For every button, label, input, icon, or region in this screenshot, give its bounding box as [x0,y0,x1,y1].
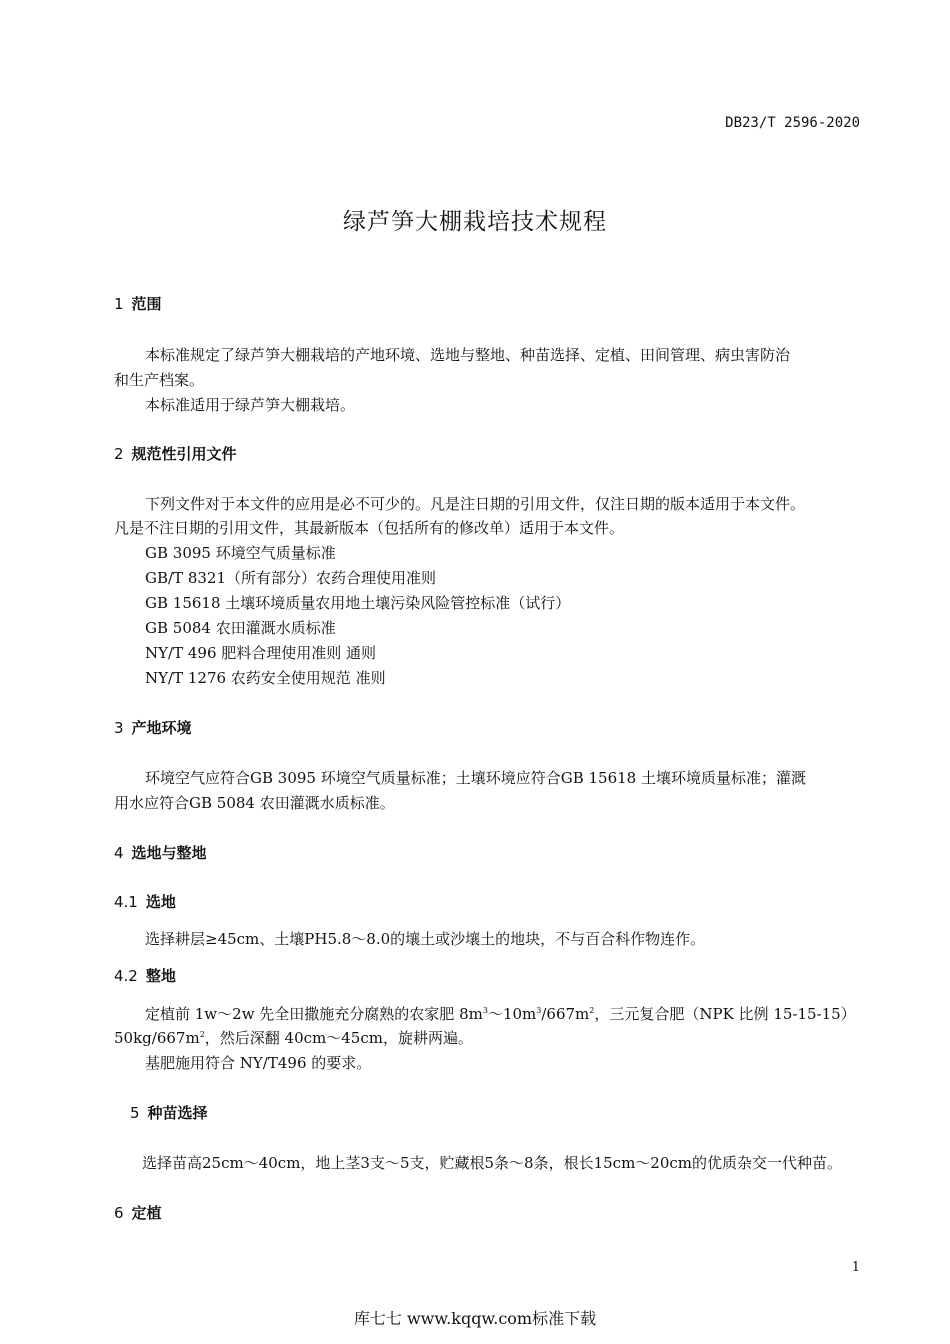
text-fragment: ～10m [487,1005,537,1023]
section-number: 4 [114,844,124,862]
section-title: 种苗选择 [147,1104,208,1122]
references-intro-line-2: 凡是不注日期的引用文件，其最新版本（包括所有的修改单）适用于本文件。 [114,519,625,537]
section-4-2-heading [114,965,176,986]
page-number: 1 [851,1260,860,1275]
section-number: 6 [114,1204,124,1222]
standard-code: DB23/T 2596-2020 [725,115,860,131]
section-title: 选地 [145,893,176,911]
section-6-heading [114,1202,162,1223]
site-selection-text: 选择耕层≥45cm、土壤PH5.8～8.0的壤土或沙壤土的地块，不与百合科作物连作。 [145,930,706,948]
reference-item: GB 5084 农田灌溉水质标准 [145,619,336,637]
reference-item: NY/T 496 肥料合理使用准则 通则 [145,644,377,662]
base-fertilizer-text: 基肥施用符合 NY/T496 的要求。 [145,1054,372,1072]
superscript: 3 [536,1006,542,1015]
text-fragment: /667m [541,1005,590,1023]
section-2-heading [114,443,237,464]
scope-applicability: 本标准适用于绿芦笋大棚栽培。 [145,396,356,414]
section-title: 选地与整地 [131,844,207,862]
reference-item: GB 3095 环境空气质量标准 [145,544,336,562]
section-1-heading [114,293,162,314]
document-title: 绿芦笋大棚栽培技术规程 [343,209,607,235]
reference-item: NY/T 1276 农药安全使用规范 准则 [145,669,386,687]
section-number: 3 [114,719,124,737]
reference-item: GB 15618 土壤环境质量农用地土壤污染风险管控标准（试行） [145,594,571,612]
section-title: 规范性引用文件 [131,445,237,463]
section-title: 产地环境 [131,719,192,737]
section-title: 定植 [131,1204,162,1222]
text-fragment: 50kg/667m [114,1029,200,1047]
seedling-selection-text: 选择苗高25cm～40cm，地上茎3支～5支，贮藏根5条～8条，根长15cm～20cm的优质杂交一代种苗。 [142,1154,843,1172]
environment-line-2: 用水应符合GB 5084 农田灌溉水质标准。 [114,794,395,812]
section-4-1-heading [114,891,176,912]
section-number: 5 [130,1104,140,1122]
footer-watermark: 库七七 www.kqqw.com标准下载 [353,1309,597,1328]
environment-line-1: 环境空气应符合GB 3095 环境空气质量标准；土壤环境应符合GB 15618 土壤环境质量标准；灌溉 [145,769,806,787]
section-number: 1 [114,295,124,313]
section-title: 范围 [131,295,162,313]
references-intro-line-1: 下列文件对于本文件的应用是必不可少的。凡是注日期的引用文件，仅注日期的版本适用于本文件。 [145,495,806,513]
section-number: 4.2 [114,967,138,985]
scope-paragraph-line-2: 和生产档案。 [114,371,205,389]
scope-paragraph-line-1: 本标准规定了绿芦笋大棚栽培的产地环境、选地与整地、种苗选择、定植、田间管理、病虫害防治 [145,346,791,364]
reference-item: GB/T 8321（所有部分）农药合理使用准则 [145,569,437,587]
section-5-heading [130,1102,208,1123]
section-4-heading [114,842,207,863]
section-title: 整地 [145,967,176,985]
section-number: 2 [114,445,124,463]
text-fragment: ，然后深翻 40cm～45cm，旋耕两遍。 [204,1029,473,1047]
superscript: 2 [199,1030,205,1039]
section-3-heading [114,717,192,738]
superscript: 3 [482,1006,488,1015]
superscript: 2 [589,1006,595,1015]
section-number: 4.1 [114,893,138,911]
text-fragment: ，三元复合肥（NPK 比例 15-15-15） [594,1005,856,1023]
text-fragment: 定植前 1w～2w 先全田撒施充分腐熟的农家肥 8m [145,1005,483,1023]
land-prep-line-1 [145,1003,856,1024]
land-prep-line-2 [114,1027,473,1048]
